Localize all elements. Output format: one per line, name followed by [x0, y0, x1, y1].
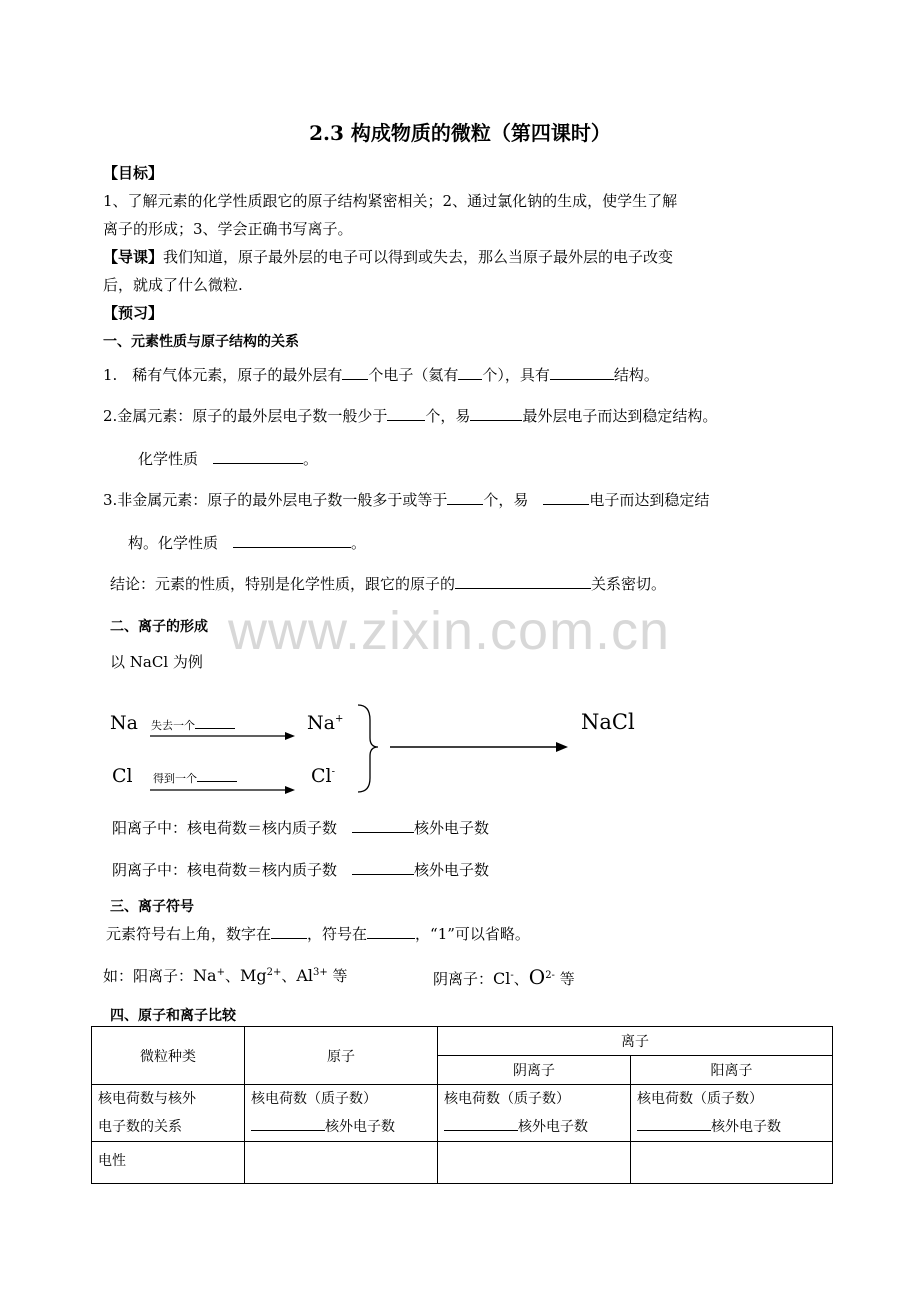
- symbol-rule-blank-2[interactable]: [367, 924, 415, 939]
- anion-relation: [112, 859, 489, 880]
- example-label: 以 NaCl 为例: [110, 653, 203, 671]
- page-title: 2.3 构成物质的微粒（第四课时）: [309, 121, 611, 145]
- ion-o-charge: 2-: [545, 970, 555, 981]
- ion-mg: Mg: [239, 966, 267, 985]
- comparison-table: [91, 1026, 833, 1184]
- cl-arrow: [150, 786, 295, 794]
- q2b-text-a: 化学性质: [138, 450, 199, 468]
- header-atom: 原子: [245, 1027, 438, 1085]
- row-1-anion-text: 核外电子数: [518, 1119, 588, 1135]
- q3-text-c: 电子而达到稳定结: [589, 491, 710, 509]
- row-1-anion: [438, 1085, 631, 1142]
- q3b-text-a: 构。化学性质: [128, 534, 219, 552]
- q1-text-a: 1. 稀有气体元素，原子的最外层有: [103, 366, 343, 384]
- na-ion-charge: +: [334, 713, 344, 725]
- reaction-cl: Cl: [112, 765, 133, 787]
- cation-text-a: 阳离子中：核电荷数＝核内质子数: [112, 819, 338, 837]
- row-1-label-line-2: 电子数的关系: [98, 1119, 182, 1135]
- q2-text-a: 2.金属元素：原子的最外层电子数一般少于: [103, 407, 388, 425]
- goal-line-1: 1、了解元素的化学性质跟它的原子结构紧密相关；2、通过氯化钠的生成，使学生了解: [103, 192, 678, 210]
- conclusion-text-a: 结论：元素的性质，特别是化学性质，跟它的原子的: [110, 575, 456, 593]
- row-1-anion-line-1: 核电荷数（质子数）: [444, 1091, 570, 1107]
- symbol-rule: [106, 923, 530, 944]
- watermark: www.zixin.com.cn: [228, 601, 671, 661]
- ion-na: Na: [193, 966, 217, 985]
- header-ion: 离子: [438, 1027, 833, 1056]
- ion-mg-charge: 2+: [266, 967, 282, 978]
- product-arrow: [390, 742, 568, 752]
- anion-examples-label: 阴离子：: [433, 970, 494, 988]
- header-anion: 阴离子: [438, 1056, 631, 1085]
- intro-header: 【导课】: [103, 248, 164, 266]
- sep-2: 、: [281, 967, 297, 985]
- row-1-label-line-1: 核电荷数与核外: [98, 1091, 196, 1107]
- na-arrow: [150, 732, 295, 740]
- anion-examples: [433, 965, 575, 989]
- q2-text-b: 个，易: [425, 407, 471, 425]
- reaction-na: Na: [110, 712, 138, 734]
- section-3-title: 三、离子符号: [110, 899, 194, 915]
- preview-header: 【预习】: [103, 304, 164, 322]
- symbol-rule-b: ，符号在: [307, 925, 368, 943]
- section-4-title: 四、原子和离子比较: [110, 1008, 236, 1024]
- row-1-cation-text: 核外电子数: [711, 1119, 781, 1135]
- q2-text-c: 最外层电子而达到稳定结构。: [522, 407, 718, 425]
- goal-header: 【目标】: [103, 164, 164, 182]
- q1-text-b: 个电子（氦有: [368, 366, 459, 384]
- post-1: 等: [327, 967, 348, 985]
- anion-blank[interactable]: [352, 860, 414, 875]
- cl-ion-charge: -: [331, 766, 336, 778]
- ion-al: Al: [296, 966, 314, 985]
- row-2-atom[interactable]: [245, 1142, 438, 1184]
- symbol-rule-blank-1[interactable]: [271, 924, 307, 939]
- row-2-cation[interactable]: [631, 1142, 833, 1184]
- row-1-atom: [245, 1085, 438, 1142]
- sep-1: 、: [224, 967, 240, 985]
- symbol-rule-a: 元素符号右上角，数字在: [106, 925, 272, 943]
- ion-o: O: [528, 965, 546, 989]
- anion-text-b: 核外电子数: [414, 861, 490, 879]
- conclusion-text-b: 关系密切。: [591, 575, 667, 593]
- row-1-anion-line-2: [444, 1113, 624, 1141]
- section-1-title: 一、元素性质与原子结构的关系: [103, 334, 299, 350]
- section-2-title: 二、离子的形成: [110, 619, 208, 635]
- cation-examples-label: 如：阳离子：: [103, 967, 194, 985]
- reaction-product: NaCl: [581, 710, 635, 734]
- cation-cell-blank[interactable]: [637, 1116, 711, 1131]
- row-2-label: 电性: [92, 1142, 245, 1184]
- row-1-cation-line-1: 核电荷数（质子数）: [637, 1091, 763, 1107]
- row-1-label: [92, 1085, 245, 1142]
- q3-text-b: 个，易: [483, 491, 529, 509]
- row-1-atom-line-1: 核电荷数（质子数）: [251, 1091, 377, 1107]
- goal-line-2: 离子的形成；3、学会正确书写离子。: [103, 220, 353, 238]
- row-1-cation-line-2: [637, 1113, 826, 1141]
- cl-ion-symbol: Cl: [311, 765, 332, 787]
- anion-text-a: 阴离子中：核电荷数＝核内质子数: [112, 861, 338, 879]
- q1-text-d: 结构。: [613, 366, 659, 384]
- cation-relation: [112, 817, 489, 838]
- ion-cl: Cl: [493, 969, 511, 988]
- ion-na-charge: +: [216, 967, 225, 978]
- ion-al-charge: 3+: [313, 967, 328, 978]
- intro-line-2: 后，就成了什么微粒.: [103, 276, 243, 294]
- anion-cell-blank[interactable]: [444, 1116, 518, 1131]
- post-2: 等: [554, 970, 575, 988]
- q3-text-a: 3.非金属元素：原子的最外层电子数一般多于或等于: [103, 491, 448, 509]
- row-1-atom-line-2: [251, 1113, 431, 1141]
- q3b-text-b: 。: [351, 534, 367, 552]
- ion-examples: [103, 965, 348, 986]
- table-row: [92, 1085, 833, 1142]
- table-row: [92, 1142, 833, 1184]
- intro-text-1: 我们知道，原子最外层的电子可以得到或失去，那么当原子最外层的电子改变: [163, 248, 674, 266]
- row-1-atom-text: 核外电子数: [325, 1119, 395, 1135]
- cl-arrow-text: 得到一个: [153, 772, 197, 785]
- row-2-anion[interactable]: [438, 1142, 631, 1184]
- row-1-cation: [631, 1085, 833, 1142]
- na-ion-symbol: Na: [307, 712, 335, 734]
- symbol-rule-c: ，“1”可以省略。: [415, 925, 530, 943]
- right-brace: [358, 705, 378, 792]
- header-particle-kind: 微粒种类: [92, 1027, 245, 1085]
- cation-text-b: 核外电子数: [414, 819, 490, 837]
- header-cation: 阳离子: [631, 1056, 833, 1085]
- na-arrow-text: 失去一个: [151, 719, 195, 732]
- ion-cl-charge: -: [510, 970, 514, 981]
- q2b-text-b: 。: [303, 450, 319, 468]
- atom-blank[interactable]: [251, 1116, 325, 1131]
- q1-text-c: 个），具有: [482, 366, 550, 384]
- sep-3: 、: [513, 970, 529, 988]
- cation-blank[interactable]: [352, 818, 414, 833]
